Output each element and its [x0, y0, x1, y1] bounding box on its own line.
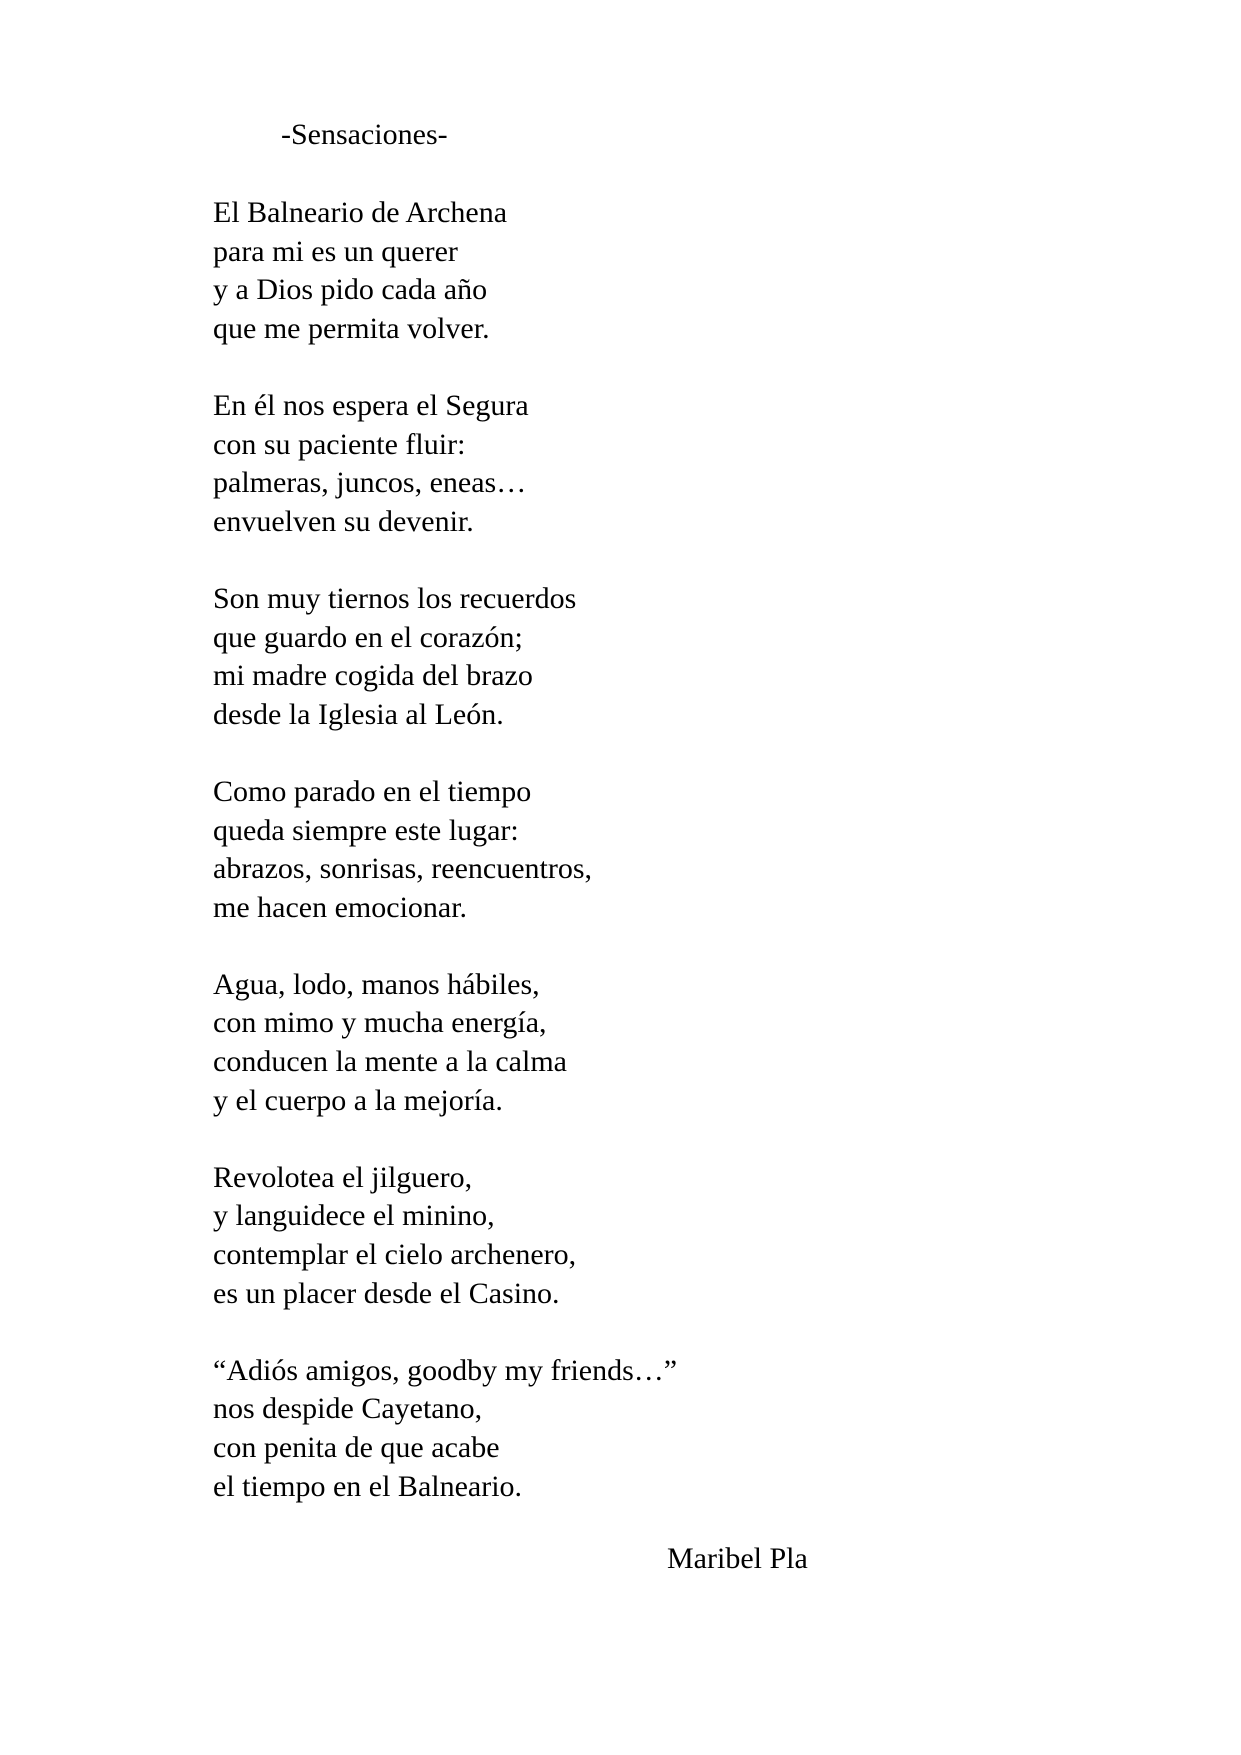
stanza	[213, 966, 1013, 1120]
poem-line: contemplar el cielo archenero,	[213, 1238, 577, 1272]
poem-line: Agua, lodo, manos hábiles,	[213, 967, 540, 1001]
poem-line: con su paciente fluir:	[213, 427, 466, 461]
poem-line: Son muy tiernos los recuerdos	[213, 581, 577, 615]
poem-line: con mimo y mucha energía,	[213, 1006, 547, 1040]
poem-line: y languidece el minino,	[213, 1199, 495, 1233]
poem-line: que guardo en el corazón;	[213, 620, 523, 654]
poem-line: palmeras, juncos, eneas…	[213, 466, 527, 500]
poem-line: me hacen emocionar.	[213, 890, 468, 924]
stanza	[213, 1352, 1013, 1506]
poem-line: con penita de que acabe	[213, 1431, 500, 1464]
stanza	[213, 580, 1013, 734]
poem-line: nos despide Cayetano,	[213, 1392, 483, 1426]
poem-line: envuelven su devenir.	[213, 504, 474, 538]
author-signature: Maribel Pla	[667, 1542, 808, 1575]
poem-line: y a Dios pido cada año	[213, 273, 488, 307]
stanza	[213, 194, 1013, 348]
poem-title: -Sensaciones-	[281, 118, 448, 151]
poem-line: En él nos espera el Segura	[213, 388, 529, 422]
poem-line: abrazos, sonrisas, reencuentros,	[213, 852, 593, 886]
poem-line: Como parado en el tiempo	[213, 774, 532, 808]
poem-line: Revolotea el jilguero,	[213, 1160, 473, 1194]
poem-line: El Balneario de Archena	[213, 196, 508, 229]
stanza	[213, 1159, 1013, 1313]
stanza	[213, 387, 1013, 541]
poem-line: desde la Iglesia al León.	[213, 697, 504, 731]
poem-line: el tiempo en el Balneario.	[213, 1469, 523, 1503]
stanza	[213, 773, 1013, 927]
poem-line: para mi es un querer	[213, 234, 458, 268]
poem-line: mi madre cogida del brazo	[213, 659, 533, 693]
poem-line: “Adiós amigos, goodby my friends…”	[213, 1353, 678, 1387]
poem-line: es un placer desde el Casino.	[213, 1276, 560, 1310]
poem-line: que me permita volver.	[213, 311, 490, 345]
poem-line: conducen la mente a la calma	[213, 1045, 567, 1079]
poem-body	[213, 194, 1013, 1545]
poem-line: y el cuerpo a la mejoría.	[213, 1083, 503, 1117]
poem-line: queda siempre este lugar:	[213, 813, 519, 847]
